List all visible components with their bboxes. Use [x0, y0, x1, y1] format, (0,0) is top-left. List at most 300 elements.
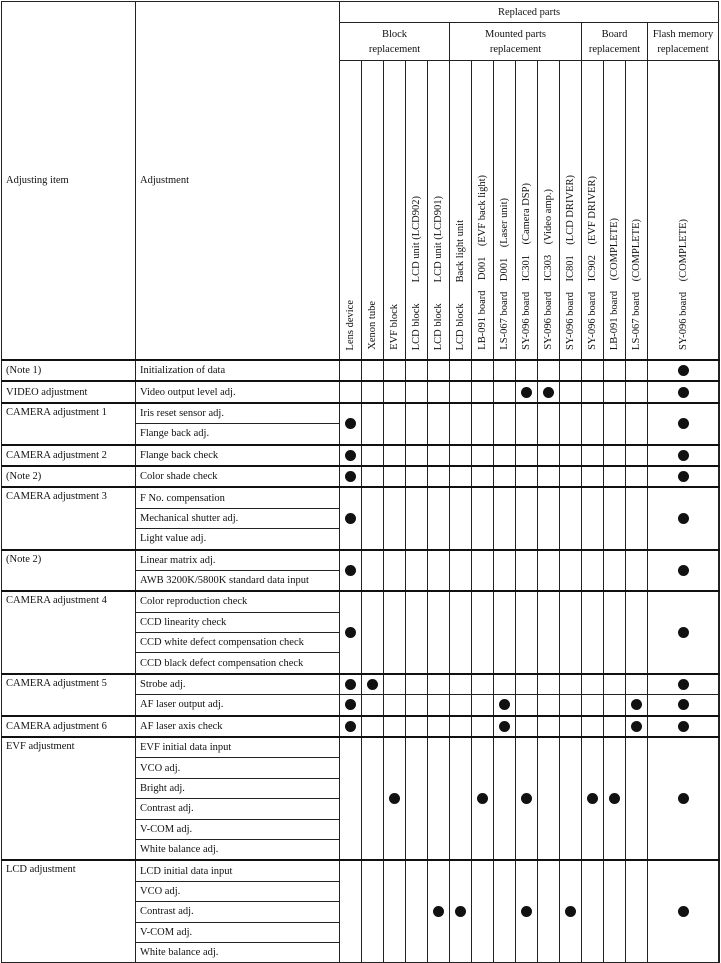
adjustment-name: LCD initial data input — [136, 860, 340, 881]
required-dot-icon — [631, 721, 642, 732]
header-column-4 — [428, 61, 450, 361]
mark-cell — [472, 487, 494, 549]
required-dot-icon — [477, 793, 488, 804]
mark-cell — [516, 550, 538, 592]
header-column-5 — [450, 61, 472, 361]
mark-cell — [719, 716, 720, 737]
mark-cell — [604, 445, 626, 466]
mark-cell — [428, 360, 450, 381]
mark-cell — [494, 674, 516, 695]
adjustment-name: VCO adj. — [136, 881, 340, 901]
header-group-1: Mounted parts replacement — [450, 23, 582, 61]
mark-cell — [340, 695, 362, 716]
mark-cell — [340, 403, 362, 445]
header-column-label: Xenon tube — [367, 301, 378, 350]
mark-cell — [472, 860, 494, 962]
adjustment-name: Bright adj. — [136, 778, 340, 798]
mark-cell — [538, 737, 560, 860]
mark-cell — [604, 403, 626, 445]
adjusting-item: VIDEO adjustment — [2, 381, 136, 402]
required-dot-icon — [521, 906, 532, 917]
mark-cell — [384, 403, 406, 445]
required-dot-icon — [345, 418, 356, 429]
required-dot-icon — [543, 387, 554, 398]
mark-cell — [428, 445, 450, 466]
mark-cell — [538, 695, 560, 716]
table-row — [2, 403, 720, 424]
required-dot-icon — [433, 906, 444, 917]
mark-cell — [494, 403, 516, 445]
mark-cell — [406, 445, 428, 466]
mark-cell — [560, 487, 582, 549]
adjustment-name: Light value adj. — [136, 529, 340, 550]
mark-cell — [648, 381, 719, 402]
header-column-label: SY-096 board (COMPLETE) — [678, 219, 689, 350]
mark-cell — [582, 674, 604, 695]
mark-cell — [428, 381, 450, 402]
mark-cell — [516, 860, 538, 962]
required-dot-icon — [609, 793, 620, 804]
header-column-0 — [340, 61, 362, 361]
required-dot-icon — [521, 793, 532, 804]
table-row — [2, 466, 720, 487]
mark-cell — [428, 695, 450, 716]
mark-cell — [719, 487, 720, 549]
header-column-15 — [719, 61, 720, 361]
mark-cell — [626, 487, 648, 549]
mark-cell — [450, 695, 472, 716]
mark-cell — [626, 466, 648, 487]
mark-cell — [648, 466, 719, 487]
table-row — [2, 591, 720, 612]
mark-cell — [626, 860, 648, 962]
header-column-label: SY-096 board IC301 (Camera DSP) — [521, 183, 532, 350]
mark-cell — [362, 737, 384, 860]
mark-cell — [406, 716, 428, 737]
mark-cell — [384, 487, 406, 549]
mark-cell — [719, 737, 720, 860]
adjusting-item: CAMERA adjustment 4 — [2, 591, 136, 674]
header-column-label: SY-096 board IC303 (Video amp.) — [543, 189, 554, 350]
adjusting-item: CAMERA adjustment 2 — [2, 445, 136, 466]
mark-cell — [340, 445, 362, 466]
required-dot-icon — [587, 793, 598, 804]
mark-cell — [719, 860, 720, 962]
adjustment-name: VCO adj. — [136, 758, 340, 778]
required-dot-icon — [345, 627, 356, 638]
mark-cell — [626, 674, 648, 695]
adjustment-name: White balance adj. — [136, 942, 340, 962]
adjustment-name: Mechanical shutter adj. — [136, 508, 340, 528]
mark-cell — [406, 860, 428, 962]
mark-cell — [450, 360, 472, 381]
mark-cell — [340, 487, 362, 549]
header-adjusting-item: Adjusting item — [2, 2, 136, 361]
required-dot-icon — [521, 387, 532, 398]
mark-cell — [362, 695, 384, 716]
adjustment-name: White balance adj. — [136, 839, 340, 860]
mark-cell — [516, 403, 538, 445]
adjusting-item: CAMERA adjustment 1 — [2, 403, 136, 445]
mark-cell — [428, 591, 450, 674]
mark-cell — [472, 550, 494, 592]
mark-cell — [538, 487, 560, 549]
adjustment-name: AF laser output adj. — [136, 695, 340, 716]
mark-cell — [626, 403, 648, 445]
table-row — [2, 737, 720, 758]
mark-cell — [516, 695, 538, 716]
mark-cell — [428, 403, 450, 445]
adjustment-name: EVF initial data input — [136, 737, 340, 758]
required-dot-icon — [455, 906, 466, 917]
mark-cell — [719, 360, 720, 381]
mark-cell — [538, 445, 560, 466]
mark-cell — [719, 381, 720, 402]
required-dot-icon — [367, 679, 378, 690]
adjusting-item: (Note 1) — [2, 360, 136, 381]
adjustment-name: Video output level adj. — [136, 381, 340, 402]
mark-cell — [406, 360, 428, 381]
header-column-label: SY-096 board IC801 (LCD DRIVER) — [565, 175, 576, 350]
header-replaced-parts: Replaced parts — [340, 2, 719, 23]
mark-cell — [384, 550, 406, 592]
mark-cell — [582, 403, 604, 445]
mark-cell — [604, 860, 626, 962]
header-adjustment: Adjustment — [136, 2, 340, 361]
adjustment-name: Flange back check — [136, 445, 340, 466]
mark-cell — [560, 550, 582, 592]
mark-cell — [450, 487, 472, 549]
required-dot-icon — [678, 627, 689, 638]
required-dot-icon — [678, 793, 689, 804]
header-column-label: EVF block — [389, 304, 400, 350]
mark-cell — [494, 381, 516, 402]
mark-cell — [406, 695, 428, 716]
header-column-8 — [516, 61, 538, 361]
mark-cell — [560, 466, 582, 487]
mark-cell — [362, 381, 384, 402]
mark-cell — [582, 445, 604, 466]
mark-cell — [560, 737, 582, 860]
mark-cell — [560, 381, 582, 402]
mark-cell — [494, 737, 516, 860]
adjusting-item: EVF adjustment — [2, 737, 136, 860]
adjusting-item: (Note 2) — [2, 466, 136, 487]
adjustment-name: Flange back adj. — [136, 424, 340, 445]
mark-cell — [406, 737, 428, 860]
header-column-7 — [494, 61, 516, 361]
mark-cell — [604, 737, 626, 860]
mark-cell — [494, 860, 516, 962]
mark-cell — [560, 360, 582, 381]
mark-cell — [340, 360, 362, 381]
adjustment-name: V-COM adj. — [136, 922, 340, 942]
mark-cell — [428, 466, 450, 487]
mark-cell — [406, 403, 428, 445]
mark-cell — [362, 487, 384, 549]
header-column-13 — [626, 61, 648, 361]
mark-cell — [538, 360, 560, 381]
header-column-label: LCD block LCD unit (LCD901) — [433, 196, 444, 350]
mark-cell — [406, 591, 428, 674]
mark-cell — [582, 487, 604, 549]
mark-cell — [362, 550, 384, 592]
mark-cell — [648, 360, 719, 381]
mark-cell — [384, 445, 406, 466]
mark-cell — [538, 860, 560, 962]
mark-cell — [648, 737, 719, 860]
mark-cell — [384, 695, 406, 716]
mark-cell — [494, 591, 516, 674]
mark-cell — [582, 550, 604, 592]
mark-cell — [626, 716, 648, 737]
mark-cell — [560, 591, 582, 674]
mark-cell — [516, 716, 538, 737]
mark-cell — [340, 860, 362, 962]
mark-cell — [384, 360, 406, 381]
header-column-10 — [560, 61, 582, 361]
mark-cell — [362, 591, 384, 674]
header-column-2 — [384, 61, 406, 361]
mark-cell — [516, 360, 538, 381]
mark-cell — [582, 591, 604, 674]
mark-cell — [604, 591, 626, 674]
table-row — [2, 487, 720, 508]
mark-cell — [472, 381, 494, 402]
header-column-label: LB-091 board (COMPLETE) — [609, 218, 620, 350]
required-dot-icon — [678, 387, 689, 398]
mark-cell — [450, 403, 472, 445]
mark-cell — [340, 550, 362, 592]
mark-cell — [604, 487, 626, 549]
mark-cell — [648, 674, 719, 695]
mark-cell — [604, 381, 626, 402]
header-column-label: LS-067 board D001 (Laser unit) — [499, 198, 510, 350]
mark-cell — [384, 737, 406, 860]
table-row — [2, 360, 720, 381]
mark-cell — [648, 550, 719, 592]
mark-cell — [472, 674, 494, 695]
mark-cell — [472, 695, 494, 716]
mark-cell — [560, 674, 582, 695]
required-dot-icon — [678, 699, 689, 710]
header-group-3: Flash memory replacement — [648, 23, 719, 61]
mark-cell — [428, 487, 450, 549]
table-row — [2, 716, 720, 737]
mark-cell — [362, 860, 384, 962]
header-column-label: LCD block Back light unit — [455, 220, 466, 350]
mark-cell — [604, 716, 626, 737]
header-column-label: SY-096 board IC902 (EVF DRIVER) — [587, 176, 598, 350]
mark-cell — [719, 550, 720, 592]
mark-cell — [719, 695, 720, 716]
mark-cell — [719, 445, 720, 466]
mark-cell — [648, 695, 719, 716]
adjustment-name: AWB 3200K/5800K standard data input — [136, 570, 340, 591]
mark-cell — [450, 466, 472, 487]
mark-cell — [538, 550, 560, 592]
mark-cell — [384, 381, 406, 402]
adjustment-name: Linear matrix adj. — [136, 550, 340, 571]
required-dot-icon — [678, 418, 689, 429]
header-column-14 — [648, 61, 719, 361]
mark-cell — [516, 737, 538, 860]
adjustment-name: F No. compensation — [136, 487, 340, 508]
mark-cell — [450, 674, 472, 695]
mark-cell — [560, 445, 582, 466]
mark-cell — [648, 860, 719, 962]
mark-cell — [719, 591, 720, 674]
mark-cell — [472, 591, 494, 674]
required-dot-icon — [499, 721, 510, 732]
mark-cell — [362, 674, 384, 695]
mark-cell — [406, 674, 428, 695]
header-column-label: LB-091 board D001 (EVF back light) — [477, 175, 488, 350]
required-dot-icon — [499, 699, 510, 710]
mark-cell — [362, 403, 384, 445]
mark-cell — [648, 445, 719, 466]
mark-cell — [560, 695, 582, 716]
mark-cell — [340, 381, 362, 402]
mark-cell — [450, 737, 472, 860]
required-dot-icon — [678, 513, 689, 524]
mark-cell — [560, 716, 582, 737]
mark-cell — [648, 403, 719, 445]
mark-cell — [494, 487, 516, 549]
mark-cell — [472, 737, 494, 860]
mark-cell — [604, 674, 626, 695]
mark-cell — [626, 550, 648, 592]
mark-cell — [582, 737, 604, 860]
mark-cell — [450, 445, 472, 466]
required-dot-icon — [345, 699, 356, 710]
table-row — [2, 445, 720, 466]
adjustment-name: Contrast adj. — [136, 799, 340, 819]
mark-cell — [406, 466, 428, 487]
table-row — [2, 550, 720, 571]
adjustment-name: CCD black defect compensation check — [136, 653, 340, 674]
required-dot-icon — [345, 721, 356, 732]
mark-cell — [582, 716, 604, 737]
mark-cell — [626, 695, 648, 716]
mark-cell — [604, 466, 626, 487]
required-dot-icon — [631, 699, 642, 710]
header-group-0: Block replacement — [340, 23, 450, 61]
adjusting-item: LCD adjustment — [2, 860, 136, 962]
required-dot-icon — [345, 513, 356, 524]
adjustment-name: Iris reset sensor adj. — [136, 403, 340, 424]
adjusting-item: CAMERA adjustment 6 — [2, 716, 136, 737]
required-dot-icon — [678, 906, 689, 917]
mark-cell — [516, 445, 538, 466]
mark-cell — [428, 737, 450, 860]
mark-cell — [582, 860, 604, 962]
mark-cell — [340, 737, 362, 860]
mark-cell — [362, 360, 384, 381]
required-dot-icon — [678, 565, 689, 576]
mark-cell — [450, 381, 472, 402]
mark-cell — [384, 860, 406, 962]
mark-cell — [626, 737, 648, 860]
required-dot-icon — [678, 471, 689, 482]
mark-cell — [538, 674, 560, 695]
mark-cell — [428, 716, 450, 737]
mark-cell — [340, 591, 362, 674]
mark-cell — [648, 487, 719, 549]
mark-cell — [472, 445, 494, 466]
mark-cell — [494, 716, 516, 737]
mark-cell — [406, 381, 428, 402]
mark-cell — [626, 591, 648, 674]
required-dot-icon — [678, 679, 689, 690]
mark-cell — [450, 591, 472, 674]
adjusting-item: CAMERA adjustment 3 — [2, 487, 136, 549]
mark-cell — [538, 591, 560, 674]
header-column-11 — [582, 61, 604, 361]
mark-cell — [494, 360, 516, 381]
required-dot-icon — [389, 793, 400, 804]
header-column-9 — [538, 61, 560, 361]
adjustment-name: Initialization of data — [136, 360, 340, 381]
mark-cell — [450, 550, 472, 592]
mark-cell — [719, 403, 720, 445]
header-column-12 — [604, 61, 626, 361]
mark-cell — [538, 716, 560, 737]
mark-cell — [719, 466, 720, 487]
mark-cell — [472, 466, 494, 487]
header-column-6 — [472, 61, 494, 361]
mark-cell — [582, 360, 604, 381]
mark-cell — [648, 591, 719, 674]
required-dot-icon — [678, 365, 689, 376]
mark-cell — [494, 445, 516, 466]
mark-cell — [406, 487, 428, 549]
adjustment-name: Color reproduction check — [136, 591, 340, 612]
mark-cell — [516, 591, 538, 674]
mark-cell — [582, 695, 604, 716]
required-dot-icon — [345, 471, 356, 482]
mark-cell — [560, 860, 582, 962]
header-column-label: LCD block LCD unit (LCD902) — [411, 196, 422, 350]
adjustment-name: Contrast adj. — [136, 902, 340, 922]
header-column-label: Lens device — [345, 300, 356, 350]
mark-cell — [450, 860, 472, 962]
mark-cell — [582, 466, 604, 487]
mark-cell — [604, 550, 626, 592]
mark-cell — [538, 381, 560, 402]
mark-cell — [604, 360, 626, 381]
mark-cell — [648, 716, 719, 737]
adjustment-name: V-COM adj. — [136, 819, 340, 839]
header-column-3 — [406, 61, 428, 361]
mark-cell — [538, 403, 560, 445]
mark-cell — [384, 466, 406, 487]
mark-cell — [719, 674, 720, 695]
mark-cell — [384, 591, 406, 674]
required-dot-icon — [345, 565, 356, 576]
mark-cell — [494, 466, 516, 487]
adjustment-name: Strobe adj. — [136, 674, 340, 695]
header-column-1 — [362, 61, 384, 361]
mark-cell — [362, 445, 384, 466]
mark-cell — [538, 466, 560, 487]
mark-cell — [516, 466, 538, 487]
mark-cell — [362, 716, 384, 737]
table-row — [2, 860, 720, 881]
adjustment-name: CCD white defect compensation check — [136, 633, 340, 653]
mark-cell — [428, 550, 450, 592]
mark-cell — [472, 716, 494, 737]
